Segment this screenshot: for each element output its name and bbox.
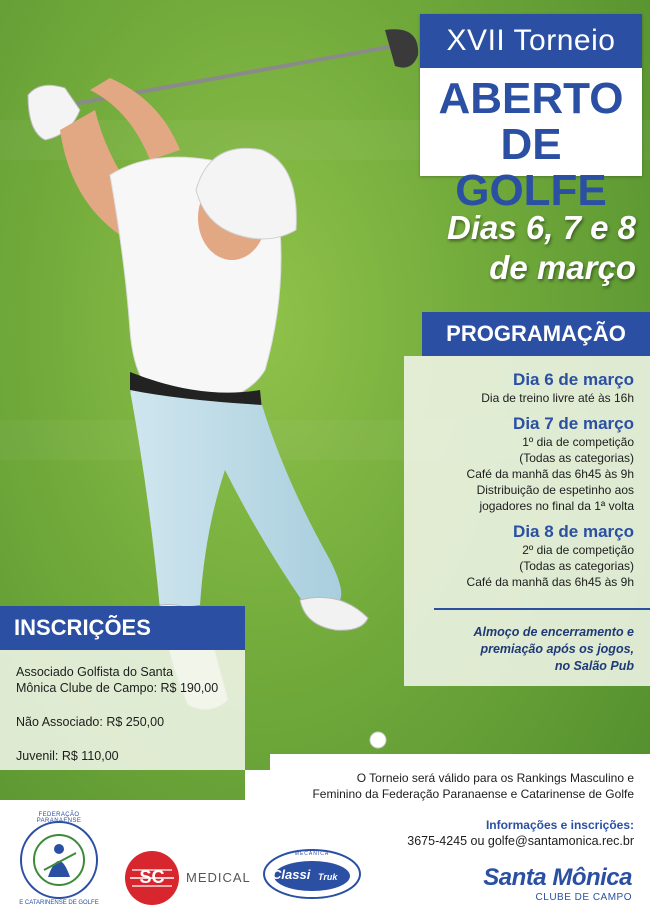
day-detail: Distribuição de espetinho aos [476,483,634,497]
programacao-panel [404,356,650,686]
santa-monica-subtitle: CLUBE DE CAMPO [535,892,632,903]
closing-note [414,624,634,675]
inscricoes-heading: INSCRIÇÕES [0,606,245,650]
info-title: Informações e inscrições: [485,818,634,832]
price-line: Juvenil: R$ 110,00 [16,749,119,763]
ranking-note-line: O Torneio será válido para os Rankings Masculino e [356,771,634,785]
inscricoes-panel [0,650,245,770]
ranking-note-line: Feminino da Federação Paranaense e Catarinense de Golfe [312,787,634,801]
sc-medical-word: MEDICAL [186,870,251,885]
programacao-divider [434,608,650,610]
price-line: Não Associado: R$ 250,00 [16,715,165,729]
title-subtitle: XVII Torneio [420,14,642,68]
title-line-1: ABERTO [438,74,624,123]
day-title: Dia 6 de março [513,370,634,389]
contact-info: 3675-4245 ou golfe@santamonica.rec.br [407,834,634,848]
santa-monica-logo: Santa Mônica [483,864,632,891]
event-dates [376,208,636,288]
dates-line-2: de março [489,249,636,286]
classi-truk-top: MECÂNICA [294,851,330,857]
day-detail: Dia de treino livre até às 16h [481,391,634,405]
price-line: Associado Golfista do Santa [16,665,174,679]
programacao-heading: PROGRAMAÇÃO [422,312,650,356]
day-detail: Café da manhã das 6h45 às 9h [466,467,634,481]
dates-line-1: Dias 6, 7 e 8 [447,209,636,246]
day-detail: (Todas as categorias) [519,559,634,573]
programacao-list [406,370,634,590]
closing-line: Almoço de encerramento e [473,625,634,639]
classi-text: Classi [272,867,311,882]
day-detail: jogadores no final da 1ª volta [479,499,634,513]
federacao-text-top: FEDERAÇÃO PARANAENSE [36,812,82,824]
federacao-logo [14,815,104,905]
day-detail: 1º dia de competição [522,435,634,449]
day-title: Dia 8 de março [513,522,634,541]
title-box [420,14,642,215]
federacao-text-bottom: E CATARINENSE DE GOLFE [19,900,99,906]
ranking-note [274,770,634,802]
sc-medical-initials: SC [139,867,165,887]
truk-text: Truk [318,872,338,882]
day-detail: 2º dia de competição [522,543,634,557]
day-detail: Café da manhã das 6h45 às 9h [466,575,634,589]
price-line: Mônica Clube de Campo: R$ 190,00 [16,681,219,695]
closing-line: no Salão Pub [554,659,634,673]
closing-line: premiação após os jogos, [480,642,634,656]
day-title: Dia 7 de março [513,414,634,433]
title-line-2: DE GOLFE [455,120,607,215]
day-detail: (Todas as categorias) [519,451,634,465]
